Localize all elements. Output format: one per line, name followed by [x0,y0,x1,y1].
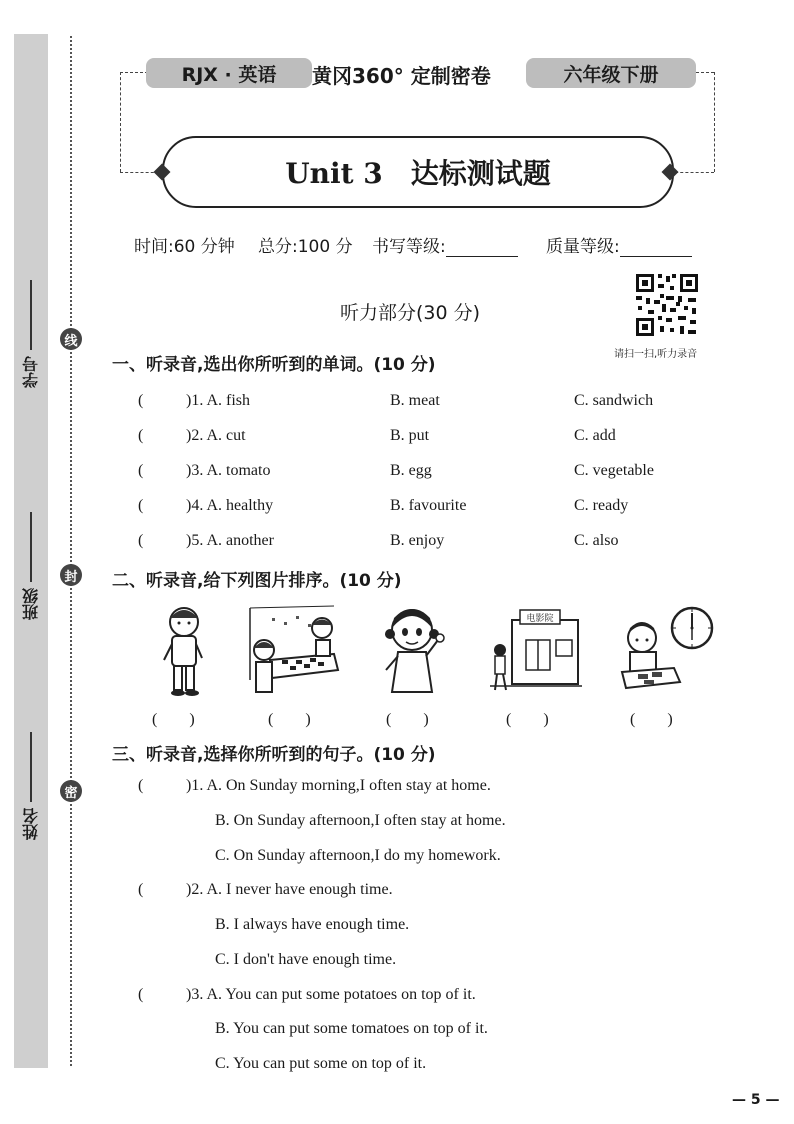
frame-line [696,72,714,73]
subject-pill: RJX · 英语 [146,58,312,88]
writing-grade: 书写等级: [372,232,518,257]
series-name: 黄冈360° 定制密卷 [312,64,491,88]
quality-grade: 质量等级: [546,232,692,257]
sentence-q2-c: C. I don't have enough time. [215,951,397,968]
class-label: 班级 [17,460,45,620]
question-1: )1. A. fish [186,392,250,409]
option-c: C. vegetable [574,462,654,479]
girl-waving-picture [372,600,472,700]
writing-grade-blank[interactable] [446,240,518,257]
option-c: C. add [574,427,616,444]
part1-heading: 一、听录音,选出你所听到的单词。(10 分) [112,355,436,375]
seal-xian: 线 [60,328,82,350]
sentence-q3-b: B. You can put some tomatoes on top of it. [215,1020,488,1037]
question-5: )5. A. another [186,532,274,549]
name-label: 姓名 [17,680,45,840]
binding-dotted-line [70,36,72,1066]
page-number: — 5 — [732,1092,780,1108]
option-b: B. put [390,427,430,444]
sentence-q3-a: )3. A. You can put some potatoes on top of it. [186,986,476,1003]
sentence-q1-c: C. On Sunday afternoon,I do my homework. [215,847,501,864]
answer-paren[interactable]: ( [138,497,144,514]
quality-grade-blank[interactable] [620,240,692,257]
part3-heading: 三、听录音,选择你所听到的句子。(10 分) [112,745,436,765]
answer-paren[interactable]: ( [138,986,144,1003]
boy-standing-picture [140,600,240,700]
cinema-picture [486,600,586,700]
page-title: Unit 3 达标测试题 [162,136,674,208]
picture-order-blank-2[interactable]: ( ) [268,711,311,728]
option-b: B. meat [390,392,440,409]
sentence-q1-b: B. On Sunday afternoon,I often stay at home. [215,812,506,829]
playing-chess-picture [242,600,342,700]
answer-paren[interactable]: ( [138,427,144,444]
option-b: B. favourite [390,497,467,514]
option-c: C. sandwich [574,392,654,409]
option-c: C. also [574,532,619,549]
answer-paren[interactable]: ( [138,392,144,409]
picture-order-blank-3[interactable]: ( ) [386,711,429,728]
question-4: )4. A. healthy [186,497,274,514]
frame-line [714,72,715,172]
time-info: 时间:60 分钟 [134,237,235,257]
option-c: C. ready [574,497,629,514]
seal-feng: 封 [60,564,82,586]
picture-order-blank-5[interactable]: ( ) [630,711,673,728]
sentence-q2-b: B. I always have enough time. [215,916,410,933]
sentence-q3-c: C. You can put some on top of it. [215,1055,427,1072]
part2-heading: 二、听录音,给下列图片排序。(10 分) [112,571,402,591]
answer-paren[interactable]: ( [138,777,144,794]
sentence-q1-a: )1. A. On Sunday morning,I often stay at home. [186,777,491,794]
question-3: )3. A. tomato [186,462,271,479]
student-no-label: 学号 [17,238,45,388]
sentence-q2-a: )2. A. I never have enough time. [186,881,393,898]
boy-eating-clock-picture [614,600,714,700]
option-b: B. enjoy [390,532,445,549]
qr-code-icon[interactable] [634,272,700,338]
total-score: 总分:100 分 [258,237,353,257]
frame-line [120,72,148,73]
question-2: )2. A. cut [186,427,246,444]
option-b: B. egg [390,462,432,479]
qr-caption: 请扫一扫,听力录音 [614,349,698,360]
grade-pill: 六年级下册 [526,58,696,88]
answer-paren[interactable]: ( [138,462,144,479]
frame-line [120,72,121,172]
listening-section-title: 听力部分(30 分) [340,302,481,324]
cinema-sign: 电影院 [526,614,554,624]
seal-mi: 密 [60,780,82,802]
picture-order-blank-4[interactable]: ( ) [506,711,549,728]
picture-order-blank-1[interactable]: ( ) [152,711,195,728]
answer-paren[interactable]: ( [138,881,144,898]
answer-paren[interactable]: ( [138,532,144,549]
